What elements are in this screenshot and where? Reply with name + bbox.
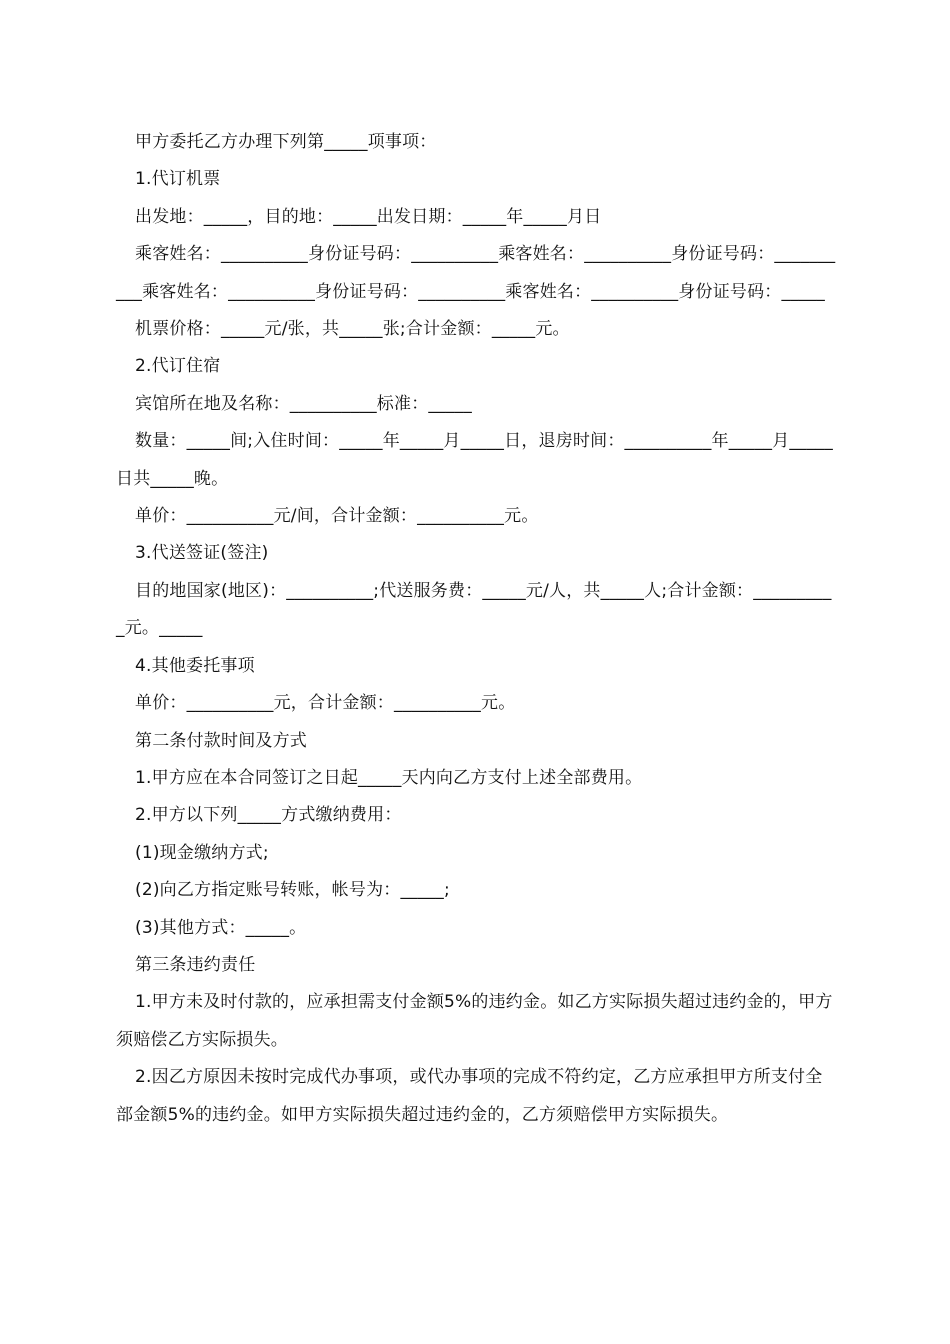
paragraph-cash: (1)现金缴纳方式;: [135, 842, 269, 863]
heading-article-2: 第二条付款时间及方式: [135, 730, 307, 751]
paragraph-payment-deadline: 1.甲方应在本合同签订之日起_____天内向乙方支付上述全部费用。: [135, 767, 643, 788]
paragraph-visa-details: 目的地国家(地区)：__________;代送服务费：_____元/人，共_____人;合计金额：__________元。_____: [116, 580, 832, 639]
paragraph-payment-method: 2.甲方以下列_____方式缴纳费用：: [135, 805, 402, 826]
paragraph-other-price: 单价：__________元，合计金额：__________元。: [135, 693, 516, 714]
paragraph-hotel-price: 单价：__________元/间，合计金额：__________元。: [135, 506, 539, 527]
heading-book-tickets: 1.代订机票: [135, 169, 221, 190]
paragraph-departure: 出发地：_____，目的地：_____出发日期：_____年_____月日: [135, 206, 602, 227]
heading-other-items: 4.其他委托事项: [135, 655, 255, 676]
paragraph-passengers: 乘客姓名：__________身份证号码：__________乘客姓名：__________身份证号码：__________乘客姓名：__________身份证号码：__________乘客姓名：__________身份证号码：_____: [116, 244, 836, 302]
document-body: [116, 124, 838, 1134]
paragraph-hotel-name: 宾馆所在地及名称：__________标准：_____: [135, 393, 472, 414]
paragraph-entrust-items: 甲方委托乙方办理下列第_____项事项：: [135, 132, 437, 152]
paragraph-breach-party-a: 1.甲方未及时付款的，应承担需支付金额5%的违约金。如乙方实际损失超过违约金的，甲方须赔偿乙方实际损失。: [116, 992, 833, 1050]
paragraph-breach-party-b: 2.因乙方原因未按时完成代办事项，或代办事项的完成不符约定，乙方应承担甲方所支付全部金额5%的违约金。如甲方实际损失超过违约金的，乙方须赔偿甲方实际损失。: [116, 1067, 823, 1125]
paragraph-ticket-price: 机票价格：_____元/张，共_____张;合计金额：_____元。: [135, 319, 570, 340]
paragraph-other-method: (3)其他方式：_____。: [135, 917, 307, 938]
heading-book-hotel: 2.代订住宿: [135, 356, 221, 377]
paragraph-hotel-dates: 数量：_____间;入住时间：_____年_____月_____日，退房时间：__________年_____月_____日共_____晚。: [116, 431, 833, 489]
heading-article-3: 第三条违约责任: [135, 954, 256, 975]
heading-visa: 3.代送签证(签注): [135, 543, 269, 564]
paragraph-transfer: (2)向乙方指定账号转账，帐号为：_____;: [135, 880, 450, 901]
